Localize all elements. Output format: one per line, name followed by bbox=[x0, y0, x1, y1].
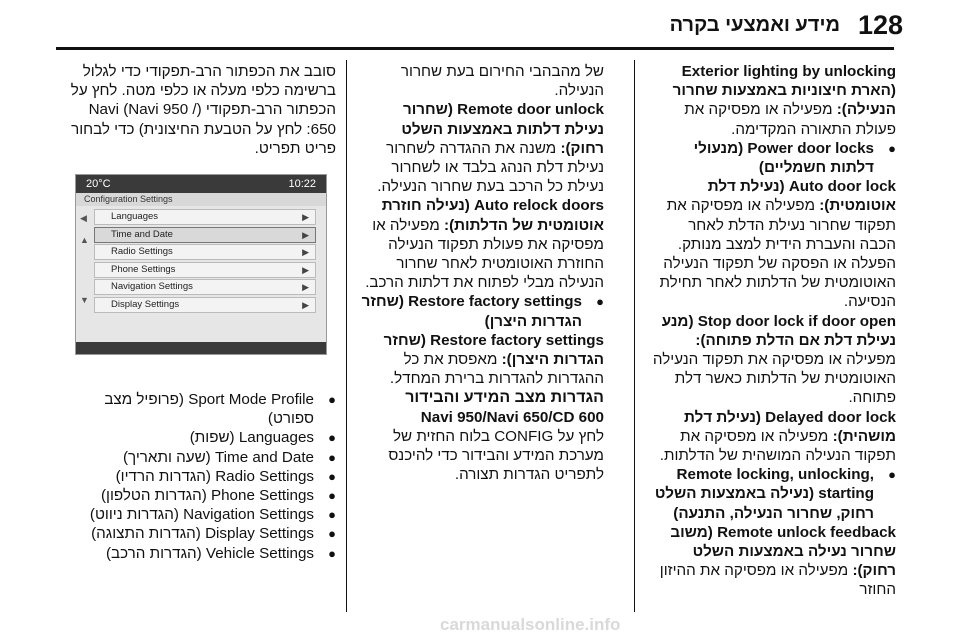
right-item-2c: Delayed door lock (נעילת דלת מושהית): מפעילה או מפסיקה את תפקוד הנעילה המושהית של הדלתות. bbox=[659, 408, 896, 465]
chevron-right-icon: ▶ bbox=[302, 299, 309, 310]
screen-menu-item: Radio Settings ▶ bbox=[94, 244, 316, 260]
screen-scroll-down-icon: ▼ bbox=[80, 295, 89, 305]
section-subtitle: Navi 950/Navi 650/CD 600 bbox=[420, 408, 604, 426]
column-divider-right bbox=[634, 60, 635, 612]
screen-temperature: 20°C bbox=[86, 178, 111, 190]
screen-status-bar bbox=[76, 175, 326, 193]
header-rule bbox=[56, 47, 894, 50]
chevron-right-icon: ▶ bbox=[302, 247, 309, 257]
screen-scroll-up-icon: ▲ bbox=[80, 235, 89, 245]
left-bullet-item: ● Time and Date (שעה ותאריך) bbox=[70, 448, 336, 467]
middle-item-2: Auto relock doors (נעילה חוזרת אוטומטית של הדלתות): מפעילה או מפסיקה את פעולת תפקוד הנעילה החוזרת האוטומטית לאחר שחרור הנעילה מבלי לפתוח את דלתות הרכב. bbox=[365, 197, 604, 292]
middle-continued-text: של מהבהבי החירום בעת שחרור הנעילה. bbox=[400, 63, 604, 100]
chevron-right-icon: ▶ bbox=[302, 229, 309, 240]
left-bullet-item: ● Radio Settings (הגדרות הרדיו) bbox=[70, 467, 336, 486]
middle-item-3a: Restore factory settings (שחזר הגדרות היצרן): מאפסת את כל ההגדרות להגדרות ברירת המחדל. bbox=[383, 331, 604, 388]
page-title: מידע ואמצעי בקרה bbox=[669, 14, 840, 36]
column-divider-left bbox=[346, 60, 347, 612]
middle-item-1: Remote door unlock (שחרור נעילת דלתות באמצעות השלט רחוק): משנה את ההגדרה לשחרור נעילת דלת הנהג בלבד או לשחרור נעילת כל הרכב בעת שחרור הנעילה. bbox=[377, 101, 604, 196]
screen-title: Configuration Settings bbox=[76, 193, 326, 206]
right-bullet-power-door-locks: ● Power door locks (מנעולי דלתות חשמליים) bbox=[650, 139, 896, 177]
right-bullet-remote-locking: ● Remote locking, unlocking, starting (נעילה באמצעות השלט רחוק, שחרור הנעילה, התנעה) bbox=[650, 465, 896, 523]
right-column bbox=[650, 62, 896, 600]
page-number: 128 bbox=[858, 10, 904, 40]
screen-menu-item: Languages ▶ bbox=[94, 209, 316, 225]
left-intro-text: סובב את הכפתור הרב-תפקודי כדי לגלול ברשימה כלפי מעלה או כלפי מטה. לחץ על הכפתור הרב-תפקודי (/ Navi 950) Navi 650: לחץ על הטבעת החיצונית) כדי לבחור פריט תפריט. bbox=[70, 63, 336, 157]
screen-menu-item: Phone Settings ▶ bbox=[94, 262, 316, 278]
middle-column bbox=[360, 62, 604, 484]
right-item-2b: Stop door lock if door open (מנע נעילת דלת אם הדלת פתוחה): מפעילה או מפסיקה את תפקוד הנעילה האוטומטית של הדלתות כאשר דלת פתוחה. bbox=[652, 312, 896, 407]
screen-back-icon: ◀ bbox=[80, 213, 87, 223]
left-bullet-item: ● Navigation Settings (הגדרות ניווט) bbox=[70, 505, 336, 524]
chevron-right-icon: ▶ bbox=[302, 264, 309, 275]
screen-time: 10:22 bbox=[288, 178, 316, 190]
screen-bottom-bar bbox=[76, 342, 326, 354]
left-bullet-list bbox=[70, 390, 336, 563]
left-bullet-item: ● Languages (שפות) bbox=[70, 428, 336, 447]
left-bullet-item: ● Display Settings (הגדרות התצוגה) bbox=[70, 524, 336, 543]
left-bullet-item: ● Sport Mode Profile (פרופיל מצב ספורט) bbox=[70, 390, 336, 428]
chevron-right-icon: ▶ bbox=[302, 282, 309, 292]
screen-menu-item: Navigation Settings ▶ bbox=[94, 279, 316, 295]
right-item-2a: Auto door lock (נעילת דלת אוטומטית): מפעילה או מפסיקה את תפקוד שחרור נעילת הדלת לאחר הכבה והעברת הידית למצב מנותק. הפעלה או הפסקה של תפקוד הנעילה האוטומטית של הדלתות לאחר תחילת הנסיעה. bbox=[659, 178, 896, 311]
chevron-right-icon: ▶ bbox=[302, 212, 309, 222]
footer-watermark: carmanualsonline.info bbox=[440, 615, 621, 634]
screen-menu-list bbox=[94, 209, 316, 314]
screen-menu-item: Display Settings ▶ bbox=[94, 297, 316, 313]
config-settings-screenshot bbox=[75, 174, 327, 355]
right-item-1: Exterior lighting by unlocking (הארת חיצוניות באמצעות שחרור הנעילה): מפעילה או מפסיקה את פעולת התאורה המקדימה. bbox=[672, 63, 896, 138]
screen-menu-item-selected: Time and Date ▶ bbox=[94, 227, 316, 243]
left-column bbox=[70, 62, 336, 158]
section-text: לחץ על CONFIG בלוח החזית של מערכת המידע והבידור כדי להיכנס לתפריט הגדרות תצורה. bbox=[388, 427, 604, 484]
left-bullet-item: ● Vehicle Settings (הגדרות הרכב) bbox=[70, 544, 336, 563]
left-bullet-item: ● Phone Settings (הגדרות הטלפון) bbox=[70, 486, 336, 505]
right-item-3a: Remote unlock feedback (משוב שחרור נעילה באמצעות השלט רחוק): מפעילה או מפסיקה את ההיזון החוזר bbox=[659, 523, 896, 599]
middle-bullet-restore: ● Restore factory settings (שחזר הגדרות היצרן) bbox=[360, 292, 604, 330]
page-header bbox=[0, 0, 960, 58]
section-title: הגדרות מצב המידע והבידור bbox=[405, 389, 604, 407]
